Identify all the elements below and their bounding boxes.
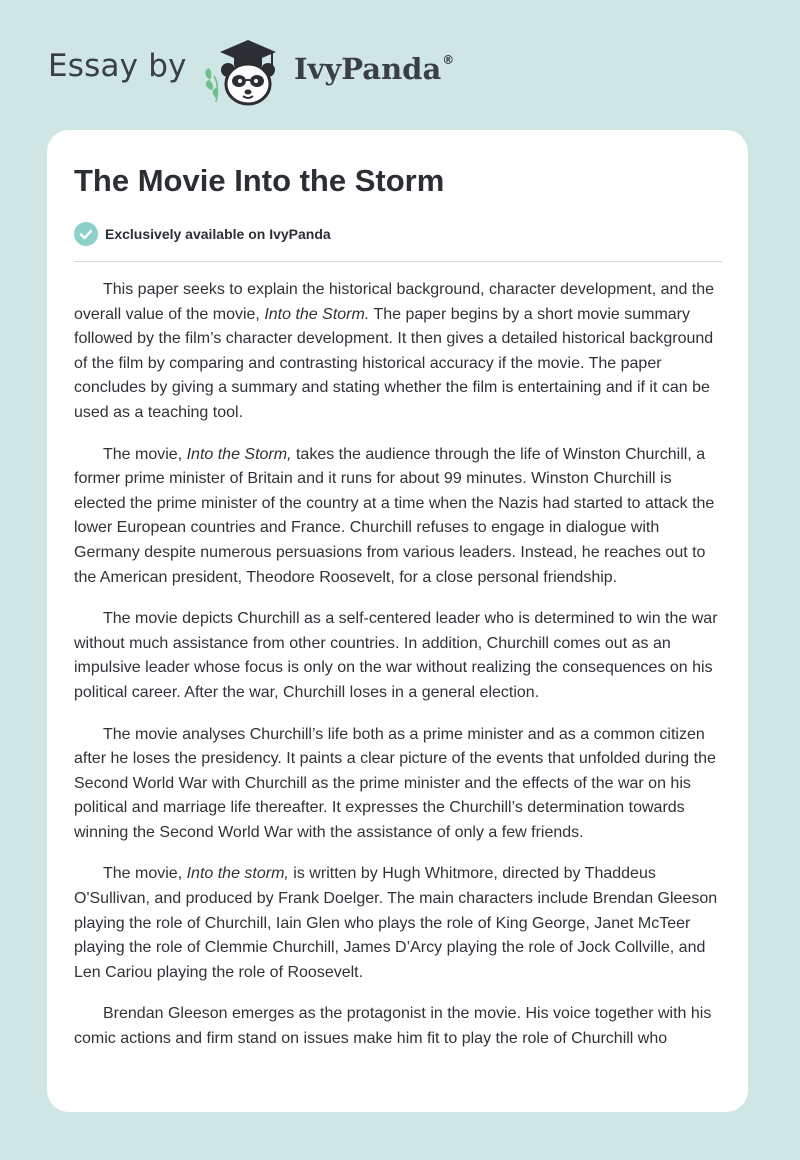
paragraph: The movie, Into the Storm, takes the audience through the life of Winston Churchill, a former prime minister of Britain and it runs for about 99 minutes. Winston Churchill is elected the prime minister of the country at a time when the Nazis had started to attack the lower European countries and France. Churchill refuses to engage in dialogue with Germany despite numerous persuasions from various leaders. Instead, he reaches out to the American president, Theodore Roosevelt, for a close personal friendship. bbox=[74, 445, 715, 586]
site-header bbox=[0, 0, 800, 120]
paragraph: The movie depicts Churchill as a self-centered leader who is determined to win the war without much assistance from other countries. In addition, Churchill comes out as an impulsive leader whose focus is only on the war without realizing the consequences on his political career. After the war, Churchill loses in a general election. bbox=[74, 610, 718, 701]
exclusive-badge bbox=[74, 222, 331, 246]
paragraph: This paper seeks to explain the historical background, character development, and the overall value of the movie, Into the Storm. The paper begins by a short movie summary followed by the film’s character development. It then gives a detailed historical background of the film by comparing and contrasting historical accuracy if the movie. The paper concludes by giving a summary and stating whether the film is entertaining and if it can be used as a teaching tool. bbox=[74, 281, 715, 421]
brand-text: IvyPanda bbox=[294, 52, 442, 86]
essay-body bbox=[74, 278, 724, 1069]
paragraph: The movie analyses Churchill’s life both as a prime minister and as a common citizen after he loses the presidency. It paints a clear picture of the events that unfolded during the Second World War with Churchill as the prime minister and the effects of the war on his political and marriage life thereafter. It expresses the Churchill’s determination towards winning the Second World War with the assistance of only a few friends. bbox=[74, 725, 716, 841]
checkmark-icon bbox=[74, 222, 98, 246]
registered-mark: ® bbox=[442, 53, 455, 68]
essay-by-label: Essay by bbox=[48, 48, 187, 84]
page-title: The Movie Into the Storm bbox=[74, 163, 445, 198]
panda-graduate-logo-icon[interactable] bbox=[200, 36, 290, 108]
divider bbox=[74, 261, 722, 262]
leaf-icon bbox=[205, 68, 218, 102]
exclusive-badge-label: Exclusively available on IvyPanda bbox=[105, 226, 331, 242]
paragraph: The movie, Into the storm, is written by Hugh Whitmore, directed by Thaddeus O'Sullivan, and produced by Frank Doelger. The main characters include Brendan Gleeson playing the role of Churchill, Iain Glen who plays the role of King George, Janet McTeer playing the role of Clemmie Churchill, James D’Arcy playing the role of Jock Collville, and Len Cariou playing the role of Roosevelt. bbox=[74, 865, 718, 981]
paragraph: Brendan Gleeson emerges as the protagonist in the movie. His voice together with his comic actions and firm stand on issues make him fit to play the role of Churchill who bbox=[74, 1005, 712, 1048]
essay-card bbox=[47, 130, 748, 1112]
brand-name[interactable] bbox=[294, 52, 454, 86]
